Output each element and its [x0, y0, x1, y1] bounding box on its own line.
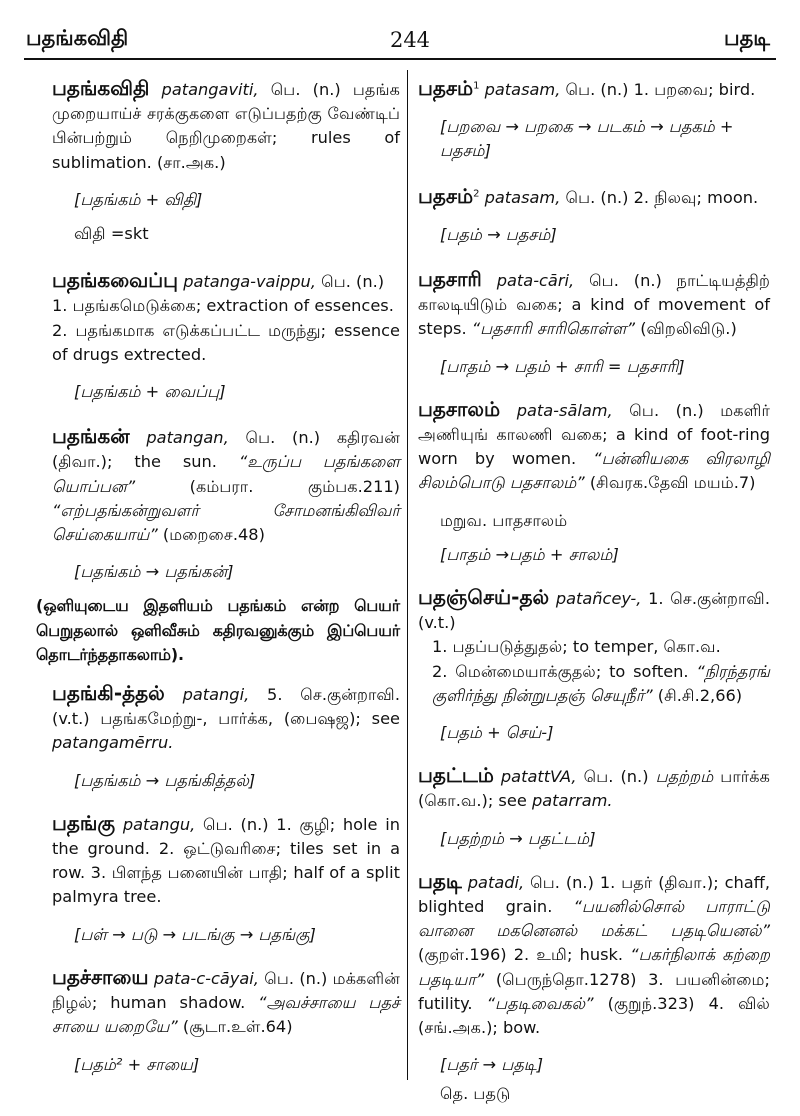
etymology: [பாதம் →பதம் + சாலம்] [440, 544, 619, 564]
running-head-left: பதங்கவிதி [26, 26, 129, 50]
citation: (கம்பரா. கும்பக.211) [189, 476, 400, 496]
sense-2-text: 2. மென்மையாக்குதல்; to soften. [432, 661, 689, 681]
headword: பதசாரி [418, 267, 482, 292]
transliteration: patangan, [146, 428, 229, 448]
citation: (குறுந்.323) 4. வில் (சங்.அக.); bow. [418, 993, 770, 1038]
page-header [0, 0, 800, 62]
dictionary-entry [52, 424, 400, 547]
headword: பதங்கு [52, 810, 116, 835]
headword: பதங்கவிதி [52, 76, 150, 100]
definition: பெ. (n.) பதங்க முறையாய்ச் சரக்குகளை எடுப்பதற்கு வேண்டிப் பின்பற்றும் நெறிமுறைகள்; rules of sublimation. (சா.அக.) [52, 80, 400, 172]
headword: பதசம் [418, 183, 474, 208]
transliteration: pata-sālam, [516, 400, 613, 420]
headword: பதஞ்செய்-தல் [418, 585, 550, 610]
dictionary-entry [52, 965, 400, 1040]
cross-reference-tamil: பதற்றம் [655, 767, 714, 787]
citation: (குறள்.196) 2. உமி; husk. [418, 945, 624, 965]
etymology: [பதங்கம் + வைப்பு] [74, 382, 226, 402]
transliteration: pata-cāri, [496, 271, 575, 291]
dictionary-entry [418, 184, 770, 210]
quotation: “அவச்சாயை பதச் சாயை யறையே” [52, 993, 400, 1037]
citation: (பெருந்தொ.1278) 3. பயனின்மை; futility. [418, 969, 770, 1013]
definition: பெ. (n.) 1. பறவை; bird. [565, 80, 756, 99]
quotation: “பயனில்சொல் பாராட்டு வானை மகனெனல் மக்கட் பதடியெனல்” [418, 897, 770, 941]
right-column [418, 76, 770, 1116]
transliteration: patasam, [484, 80, 561, 99]
part-of-speech: பெ. (n.) [583, 767, 649, 787]
cross-reference: patangamērru. [52, 733, 174, 753]
left-column [36, 76, 401, 1087]
headword: பதசாலம் [418, 396, 501, 421]
running-head-right: பதடி [723, 26, 770, 50]
headword: பதட்டம் [418, 763, 494, 788]
quotation: “நிரந்தரங் குளிர்ந்து நின்றுபதஞ் செயுநீர்” [432, 661, 770, 705]
quotation: “பன்னியகை விரலாழி சிலம்பொடு பதசாலம்” [418, 449, 770, 493]
dictionary-entry [52, 681, 400, 756]
telugu-cognate: தெ. பதடு [440, 1083, 511, 1103]
etymology: [பறவை → பறகை → படகம் → பதகம் + பதசம்] [440, 117, 734, 161]
transliteration: patangaviti, [161, 80, 259, 99]
etymology: [பாதம் → பதம் + சாரி = பதசாரி] [440, 356, 685, 376]
definition: பெ. (n.) மகளிர் அணியுங் காலணி வகை; a kind of foot-ring worn by women. [418, 400, 770, 469]
dictionary-entry [418, 869, 770, 1040]
homograph-number: 2 [473, 188, 480, 200]
etymology: [பள் → படு → படங்கு → பதங்கு] [74, 924, 316, 944]
etymology: [பதங்கம் → பதங்கித்தல்] [74, 770, 256, 790]
headword: பதசம் [418, 76, 474, 100]
definition: 5. செ.குன்றாவி. (v.t.) பதங்கமேற்று-, பார்க்க, (பைஷஜ); see [52, 685, 400, 729]
sense-2: 2. பதங்கமாக எடுக்கப்பட்ட மருந்து; essence of drugs extrected. [52, 320, 400, 364]
variant-form: மறுவ. பாதசாலம் [440, 510, 568, 530]
transliteration: patañcey-, [555, 589, 642, 609]
quotation: “பதடிவைகல்” [486, 993, 594, 1013]
dictionary-entry [52, 811, 400, 910]
transliteration: patadi, [467, 872, 525, 892]
page-number: 244 [389, 28, 431, 52]
etymology: [பதங்கம் → பதங்கன்] [74, 562, 234, 582]
cross-reference: patarram. [531, 791, 613, 811]
dictionary-entry [418, 397, 770, 496]
note-skt: விதி =skt [74, 224, 149, 244]
etymology: [பதம் + செய்-] [440, 723, 554, 743]
part-of-speech: 1. செ.குன்றாவி. (v.t.) [418, 589, 770, 633]
citation: (சிவரக.தேவி மயம்.7) [589, 473, 756, 493]
quotation: “எற்பதங்கன்றுவளர் சோமனங்கிவிவர் செய்கையாய்” [52, 500, 400, 545]
sense-2 [418, 660, 770, 708]
citation: (சி.சி.2,66) [657, 685, 743, 705]
dictionary-entry [418, 76, 770, 102]
transliteration: patattVA, [500, 767, 577, 787]
definition: பெ. (n.) நாட்டியத்திற் காலடியிடும் வகை; a kind of movement of steps. [418, 271, 770, 339]
dictionary-entry [418, 763, 770, 813]
transliteration: patasam, [484, 187, 561, 207]
dictionary-entry [52, 76, 400, 175]
headword: பதடி [418, 868, 462, 893]
headword: பதங்கவைப்பு [52, 268, 179, 293]
definition: பெ. (n.) மக்களின் நிழல்; human shadow. [52, 968, 400, 1013]
etymology: [பதம் → பதசம்] [440, 224, 557, 244]
etymology: [பதற்றம் → பதட்டம்] [440, 828, 596, 848]
dictionary-entry [418, 267, 770, 342]
column-divider [407, 70, 408, 1080]
definition: பெ. (n.) 2. நிலவு; moon. [565, 187, 759, 207]
definition: பெ. (n.) கதிரவன் (திவா.); the sun. [52, 428, 400, 472]
quotation: “பகர்நிலாக் கற்றை பதடியா” [418, 945, 770, 989]
homograph-number: 1 [473, 80, 480, 92]
citation: (சூடா.உள்.64) [182, 1017, 293, 1037]
headword: பதங்கன் [52, 424, 130, 449]
header-rule [24, 58, 776, 60]
citation: (மறைசை.48) [162, 525, 265, 545]
definition: பெ. (n.) 1. குழி; hole in the ground. 2. ஒட்டுவரிசை; tiles set in a row. 3. பிளந்த பனையின் பாதி; half of a split palmyra tree. [52, 814, 401, 907]
sense-1: 1. பதப்படுத்துதல்; to temper, கொ.வ. [432, 637, 721, 657]
sense-1: 1. பதங்கமெடுக்கை; extraction of essences. [52, 296, 394, 316]
explanatory-note: (ஒளியுடைய இதளியம் பதங்கம் என்ற பெயர் பெறுதலால் ஒளிவீசும் கதிரவனுக்கும் இப்பெயர் தொடர்ந்ததாகலாம்). [36, 596, 400, 664]
headword: பதங்கி-த்தல் [52, 681, 165, 706]
etymology: [பதர் → பதடி] [440, 1055, 544, 1075]
headword: பதச்சாயை [52, 964, 149, 989]
definition: பார்க்க (கொ.வ.); see [418, 767, 770, 811]
dictionary-entry [52, 268, 400, 367]
etymology: [பதங்கம் + விதி] [74, 189, 203, 209]
definition: பெ. (n.) 1. பதர் (திவா.); chaff, blighted grain. [418, 872, 770, 917]
dictionary-entry [418, 585, 770, 708]
quotation: “உருப்ப பதங்களை யொப்பன” [52, 452, 400, 496]
transliteration: patanga-vaippu, [183, 272, 316, 292]
etymology: [பதம்² + சாயை] [74, 1054, 200, 1074]
transliteration: patangu, [122, 814, 196, 834]
transliteration: patangi, [182, 685, 250, 705]
quotation: “பதசாரி சாரிகொள்ள” [471, 319, 636, 339]
citation: (விறலிவிடு.) [640, 319, 737, 339]
transliteration: pata-c-cāyai, [153, 968, 259, 988]
part-of-speech: பெ. (n.) [321, 272, 385, 292]
